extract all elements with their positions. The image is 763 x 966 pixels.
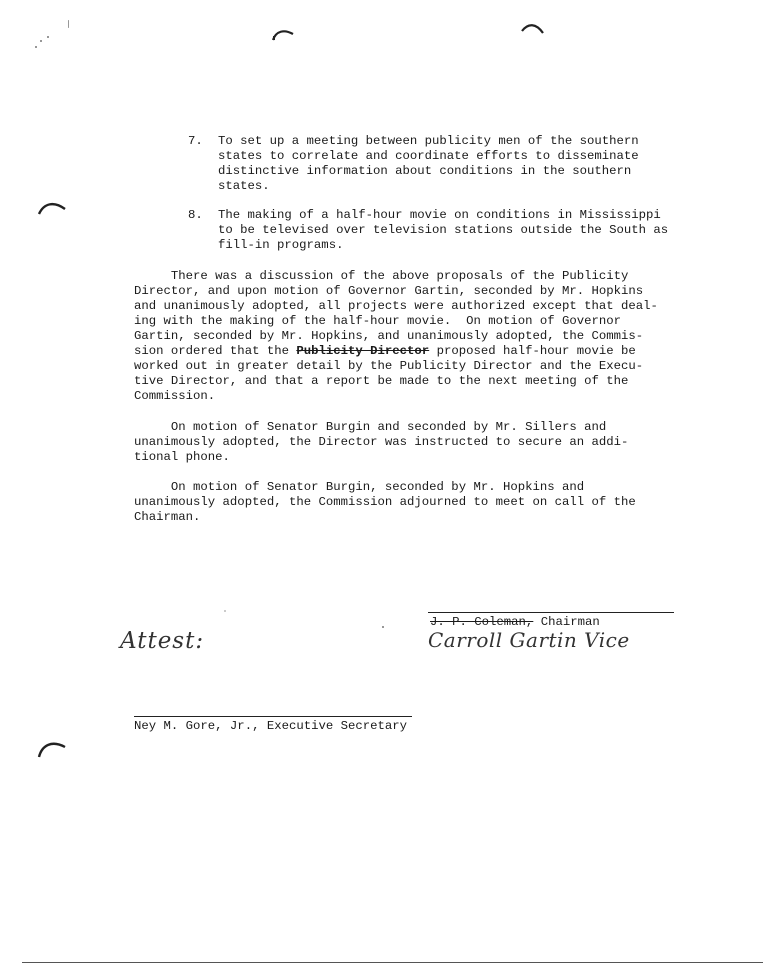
handwritten-attest: Attest: [120, 628, 205, 654]
punch-mark-top-right [520, 20, 546, 36]
scan-speck [47, 36, 49, 38]
punch-mark-left-middle [36, 198, 68, 218]
punch-mark-top-left [270, 26, 296, 42]
paragraph-line: tional phone. [134, 450, 230, 464]
paragraph-line [134, 344, 636, 359]
chairman-signature-line [428, 612, 674, 613]
scan-bottom-edge [22, 962, 763, 963]
item-line: states to correlate and coordinate efforts to disseminate [218, 149, 639, 163]
item-line: The making of a half-hour movie on conditions in Mississippi [218, 208, 661, 222]
paragraph-line: Gartin, seconded by Mr. Hopkins, and unanimously adopted, the Commis- [134, 329, 644, 343]
handwritten-vice-chairman-signature: Carroll Gartin Vice [428, 628, 630, 652]
scan-speck [382, 626, 384, 628]
line-text: sion ordered that the [134, 344, 297, 358]
paragraph-line: and unanimously adopted, all projects were authorized except that deal- [134, 299, 658, 313]
item-number: 8. [188, 208, 203, 222]
struck-out-text: Publicity Director [296, 344, 430, 358]
secretary-signature-line [134, 716, 412, 717]
scan-speck [224, 610, 226, 612]
paragraph-line: There was a discussion of the above proposals of the Publicity [134, 269, 629, 283]
paragraph-line: unanimously adopted, the Director was instructed to secure an addi- [134, 435, 629, 449]
paragraph-line: worked out in greater detail by the Publicity Director and the Execu- [134, 359, 644, 373]
struck-chairman-name: J. P. Coleman, [430, 615, 534, 629]
item-line: fill-in programs. [218, 238, 344, 252]
paragraph-line: On motion of Senator Burgin, seconded by Mr. Hopkins and [134, 480, 585, 494]
paragraph-line: tive Director, and that a report be made to the next meeting of the [134, 374, 629, 388]
chairman-title: Chairman [533, 615, 600, 629]
punch-mark-left-bottom [36, 737, 68, 759]
item-line: states. [218, 179, 270, 193]
item-line: To set up a meeting between publicity men of the southern [218, 134, 639, 148]
item-number: 7. [188, 134, 203, 148]
paragraph-line: unanimously adopted, the Commission adjourned to meet on call of the [134, 495, 636, 509]
item-line: to be televised over television stations outside the South as [218, 223, 669, 237]
item-line: distinctive information about conditions in the southern [218, 164, 632, 178]
scan-speck [40, 40, 42, 42]
paragraph-line: On motion of Senator Burgin and seconded by Mr. Sillers and [134, 420, 607, 434]
scan-speck [68, 20, 69, 28]
secretary-name-title: Ney M. Gore, Jr., Executive Secretary [134, 719, 408, 733]
paragraph-line: ing with the making of the half-hour movie. On motion of Governor [134, 314, 622, 328]
paragraph-line: Director, and upon motion of Governor Gartin, seconded by Mr. Hopkins [134, 284, 644, 298]
line-text: proposed half-hour movie be [429, 344, 636, 358]
paragraph-line: Chairman. [134, 510, 201, 524]
paragraph-line: Commission. [134, 389, 216, 403]
scan-speck [35, 46, 37, 48]
